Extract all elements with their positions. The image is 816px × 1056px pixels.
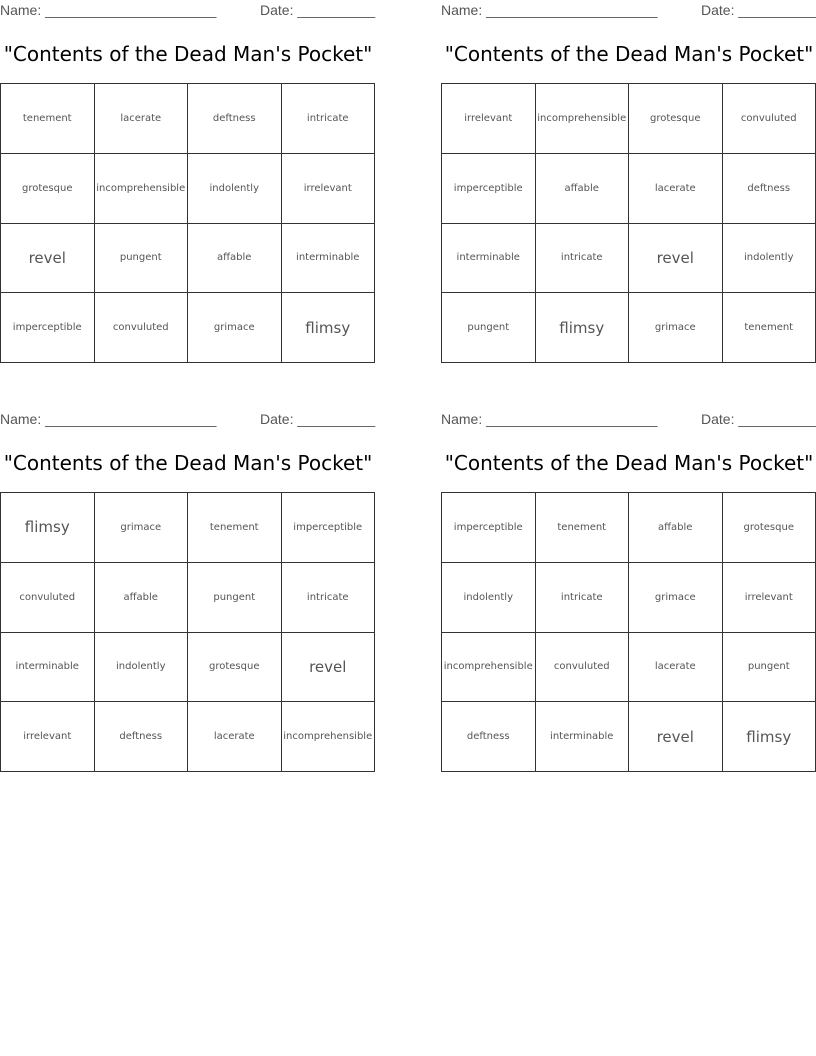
bingo-cell[interactable]: revel <box>1 224 95 294</box>
bingo-cell[interactable]: tenement <box>723 293 816 363</box>
bingo-cell[interactable]: flimsy <box>723 702 816 772</box>
bingo-cell[interactable]: intricate <box>282 563 376 633</box>
bingo-cell[interactable]: revel <box>629 702 723 772</box>
bingo-cell[interactable]: irrelevant <box>282 154 376 224</box>
bingo-cell[interactable]: tenement <box>536 493 630 563</box>
bingo-cell[interactable]: irrelevant <box>442 84 536 154</box>
bingo-cell[interactable]: lacerate <box>629 154 723 224</box>
card-title: "Contents of the Dead Man's Pocket" <box>3 451 373 475</box>
bingo-cell[interactable]: revel <box>629 224 723 294</box>
bingo-cell[interactable]: indolently <box>723 224 816 294</box>
bingo-grid <box>0 83 375 363</box>
bingo-cell[interactable]: deftness <box>723 154 816 224</box>
bingo-cell[interactable]: affable <box>95 563 189 633</box>
bingo-cell[interactable]: grimace <box>188 293 282 363</box>
bingo-cell[interactable]: affable <box>188 224 282 294</box>
bingo-cell[interactable]: grotesque <box>629 84 723 154</box>
bingo-cell[interactable]: indolently <box>188 154 282 224</box>
bingo-cell[interactable]: indolently <box>95 633 189 703</box>
bingo-cell[interactable]: irrelevant <box>1 702 95 772</box>
bingo-cell[interactable]: pungent <box>188 563 282 633</box>
bingo-cell[interactable]: grotesque <box>1 154 95 224</box>
name-field[interactable]: Name: ______________________ <box>0 2 217 18</box>
bingo-cell[interactable]: irrelevant <box>723 563 816 633</box>
bingo-cell[interactable]: convuluted <box>95 293 189 363</box>
bingo-cell[interactable]: pungent <box>723 633 816 703</box>
header-fields <box>0 2 376 20</box>
bingo-cell[interactable]: lacerate <box>629 633 723 703</box>
header-fields <box>441 2 816 20</box>
bingo-cell[interactable]: flimsy <box>1 493 95 563</box>
bingo-cell[interactable]: convuluted <box>536 633 630 703</box>
bingo-cell[interactable]: lacerate <box>188 702 282 772</box>
bingo-cell[interactable]: convuluted <box>1 563 95 633</box>
bingo-cell[interactable]: grotesque <box>188 633 282 703</box>
bingo-cell[interactable]: interminable <box>536 702 630 772</box>
bingo-cell[interactable]: interminable <box>1 633 95 703</box>
bingo-cell[interactable]: flimsy <box>282 293 376 363</box>
bingo-cell[interactable]: grimace <box>629 563 723 633</box>
bingo-cell[interactable]: imperceptible <box>282 493 376 563</box>
bingo-cell[interactable]: pungent <box>442 293 536 363</box>
bingo-grid <box>441 492 816 772</box>
header-fields <box>441 411 816 429</box>
bingo-cell[interactable]: imperceptible <box>1 293 95 363</box>
bingo-cell[interactable]: tenement <box>188 493 282 563</box>
bingo-grid <box>441 83 816 363</box>
bingo-cell[interactable]: grimace <box>629 293 723 363</box>
bingo-cell[interactable]: imperceptible <box>442 493 536 563</box>
bingo-cell[interactable]: tenement <box>1 84 95 154</box>
date-field[interactable]: Date: __________ <box>260 411 376 427</box>
bingo-cell[interactable]: lacerate <box>95 84 189 154</box>
bingo-cell[interactable]: pungent <box>95 224 189 294</box>
bingo-cell[interactable]: indolently <box>442 563 536 633</box>
bingo-cell[interactable]: deftness <box>95 702 189 772</box>
bingo-cell[interactable]: interminable <box>442 224 536 294</box>
card-title: "Contents of the Dead Man's Pocket" <box>3 42 373 66</box>
bingo-cell[interactable]: convuluted <box>723 84 816 154</box>
bingo-cell[interactable]: affable <box>536 154 630 224</box>
bingo-cell[interactable]: incomprehensible <box>282 702 376 772</box>
bingo-cell[interactable]: flimsy <box>536 293 630 363</box>
bingo-cell[interactable]: deftness <box>188 84 282 154</box>
bingo-cell[interactable]: revel <box>282 633 376 703</box>
bingo-cell[interactable]: imperceptible <box>442 154 536 224</box>
bingo-cell[interactable]: incomprehensible <box>442 633 536 703</box>
bingo-cell[interactable]: intricate <box>536 224 630 294</box>
bingo-cell[interactable]: incomprehensible <box>95 154 189 224</box>
bingo-cell[interactable]: grotesque <box>723 493 816 563</box>
name-field[interactable]: Name: ______________________ <box>441 411 658 427</box>
bingo-cell[interactable]: interminable <box>282 224 376 294</box>
bingo-cell[interactable]: grimace <box>95 493 189 563</box>
bingo-grid <box>0 492 375 772</box>
bingo-cell[interactable]: deftness <box>442 702 536 772</box>
bingo-cell[interactable]: affable <box>629 493 723 563</box>
card-title: "Contents of the Dead Man's Pocket" <box>444 42 814 66</box>
bingo-cell[interactable]: incomprehensible <box>536 84 630 154</box>
bingo-cell[interactable]: intricate <box>282 84 376 154</box>
name-field[interactable]: Name: ______________________ <box>0 411 217 427</box>
bingo-cell[interactable]: intricate <box>536 563 630 633</box>
card-title: "Contents of the Dead Man's Pocket" <box>444 451 814 475</box>
date-field[interactable]: Date: __________ <box>701 411 816 427</box>
date-field[interactable]: Date: __________ <box>260 2 376 18</box>
date-field[interactable]: Date: __________ <box>701 2 816 18</box>
name-field[interactable]: Name: ______________________ <box>441 2 658 18</box>
header-fields <box>0 411 376 429</box>
